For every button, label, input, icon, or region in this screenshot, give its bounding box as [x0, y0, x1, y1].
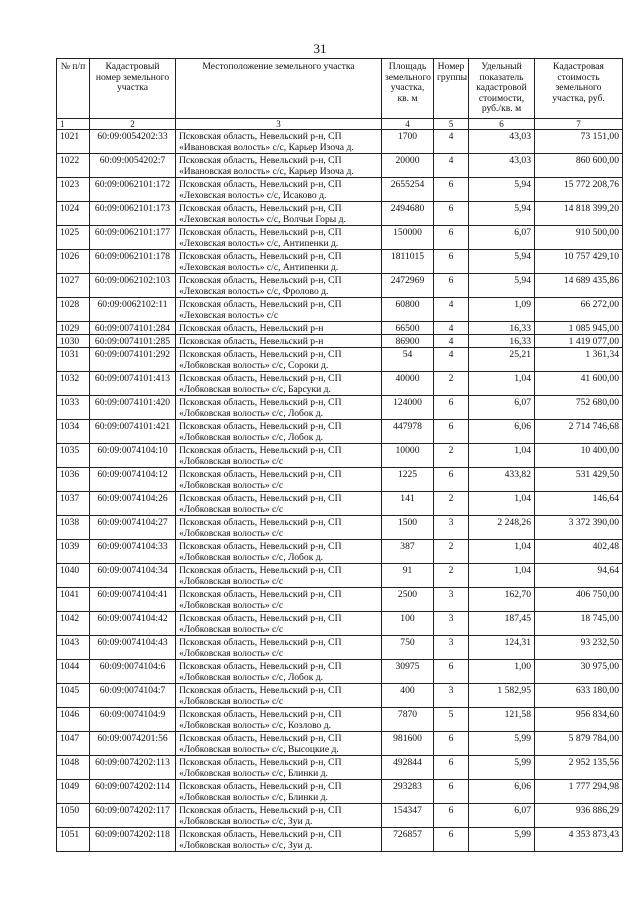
- specific-value: 1,04: [469, 372, 535, 396]
- specific-value: 5,94: [469, 202, 535, 226]
- cadastral-number: 60:09:0074104:12: [90, 468, 176, 492]
- specific-value: 1,04: [469, 564, 535, 588]
- group-number: 6: [434, 226, 469, 250]
- group-number: 4: [434, 130, 469, 154]
- area: 1500: [382, 516, 434, 540]
- location: Псковская область, Невельский р-н, СП «Ивановская волость» с/с, Карьер Изоча д.: [176, 154, 382, 178]
- cadastral-value: 406 750,00: [535, 588, 623, 612]
- table-row: [57, 396, 623, 420]
- area: 124000: [382, 396, 434, 420]
- row-number: 1027: [57, 274, 90, 298]
- table-row: [57, 732, 623, 756]
- cadastral-number: 60:09:0074201:56: [90, 732, 176, 756]
- table-row: [57, 444, 623, 468]
- specific-value: 5,94: [469, 250, 535, 274]
- group-number: 2: [434, 564, 469, 588]
- header-group: Номер группы: [434, 59, 469, 119]
- row-number: 1032: [57, 372, 90, 396]
- cadastral-value: 1 085 945,00: [535, 322, 623, 335]
- row-number: 1041: [57, 588, 90, 612]
- location: Псковская область, Невельский р-н, СП «Лобковская волость» с/с, Лобок д.: [176, 420, 382, 444]
- cadastral-value: 1 361,34: [535, 348, 623, 372]
- area: 2472969: [382, 274, 434, 298]
- specific-value: 121,58: [469, 708, 535, 732]
- group-number: 6: [434, 732, 469, 756]
- area: 7870: [382, 708, 434, 732]
- specific-value: 5,94: [469, 178, 535, 202]
- group-number: 3: [434, 612, 469, 636]
- row-number: 1033: [57, 396, 90, 420]
- group-number: 6: [434, 468, 469, 492]
- header-num: № п/п: [57, 59, 90, 119]
- location: Псковская область, Невельский р-н: [176, 335, 382, 348]
- row-number: 1029: [57, 322, 90, 335]
- area: 400: [382, 684, 434, 708]
- cadastral-number: 60:09:0074101:413: [90, 372, 176, 396]
- specific-value: 162,70: [469, 588, 535, 612]
- row-number: 1046: [57, 708, 90, 732]
- table-row: [57, 660, 623, 684]
- location: Псковская область, Невельский р-н, СП «Лобковская волость» с/с, Лобок д.: [176, 660, 382, 684]
- group-number: 5: [434, 708, 469, 732]
- cadastral-number: 60:09:0074202:117: [90, 804, 176, 828]
- specific-value: 1,04: [469, 540, 535, 564]
- row-number: 1045: [57, 684, 90, 708]
- table-row: [57, 492, 623, 516]
- cadastral-value: 752 680,00: [535, 396, 623, 420]
- row-number: 1034: [57, 420, 90, 444]
- location: Псковская область, Невельский р-н, СП «Лобковская волость» с/с, Лобок д.: [176, 540, 382, 564]
- cadastral-number: 60:09:0074101:421: [90, 420, 176, 444]
- cadastral-value: 94,64: [535, 564, 623, 588]
- table-row: [57, 540, 623, 564]
- table-row: [57, 684, 623, 708]
- specific-value: 5,99: [469, 828, 535, 852]
- group-number: 2: [434, 372, 469, 396]
- row-number: 1043: [57, 636, 90, 660]
- cadastral-value: 956 834,60: [535, 708, 623, 732]
- table-row: [57, 130, 623, 154]
- area: 66500: [382, 322, 434, 335]
- cadastral-number: 60:09:0074104:43: [90, 636, 176, 660]
- specific-value: 43,03: [469, 130, 535, 154]
- specific-value: 6,06: [469, 420, 535, 444]
- table-row: [57, 178, 623, 202]
- header-specific-value: Удельный показатель кадастровой стоимости, руб./кв. м: [469, 59, 535, 119]
- table-row: [57, 322, 623, 335]
- table-row: [57, 420, 623, 444]
- location: Псковская область, Невельский р-н, СП «Лобковская волость» с/с: [176, 564, 382, 588]
- table-row: [57, 780, 623, 804]
- area: 1700: [382, 130, 434, 154]
- cadastral-value: 10 757 429,10: [535, 250, 623, 274]
- table-row: [57, 372, 623, 396]
- area: 1225: [382, 468, 434, 492]
- specific-value: 124,31: [469, 636, 535, 660]
- row-number: 1049: [57, 780, 90, 804]
- area: 2494680: [382, 202, 434, 226]
- specific-value: 187,45: [469, 612, 535, 636]
- header-location: Местоположение земельного участка: [176, 59, 382, 119]
- cadastral-number: 60:09:0062101:173: [90, 202, 176, 226]
- cadastral-number: 60:09:0074101:292: [90, 348, 176, 372]
- location: Псковская область, Невельский р-н, СП «Лобковская волость» с/с, Высоцкие д.: [176, 732, 382, 756]
- group-number: 6: [434, 274, 469, 298]
- specific-value: 1,00: [469, 660, 535, 684]
- table-row: [57, 708, 623, 732]
- row-number: 1040: [57, 564, 90, 588]
- cadastral-value: 910 500,00: [535, 226, 623, 250]
- location: Псковская область, Невельский р-н, СП «Леховская волость» с/с, Исаково д.: [176, 178, 382, 202]
- location: Псковская область, Невельский р-н, СП «Лобковская волость» с/с, Блинки д.: [176, 780, 382, 804]
- group-number: 6: [434, 660, 469, 684]
- table-row: [57, 274, 623, 298]
- area: 10000: [382, 444, 434, 468]
- cadastral-value: 1 777 294,98: [535, 780, 623, 804]
- row-number: 1023: [57, 178, 90, 202]
- location: Псковская область, Невельский р-н, СП «Лобковская волость» с/с: [176, 492, 382, 516]
- location: Псковская область, Невельский р-н, СП «Лобковская волость» с/с, Зуи д.: [176, 828, 382, 852]
- row-number: 1051: [57, 828, 90, 852]
- cadastral-value: 41 600,00: [535, 372, 623, 396]
- cadastral-value: 402,48: [535, 540, 623, 564]
- row-number: 1038: [57, 516, 90, 540]
- column-number: 4: [382, 119, 434, 130]
- group-number: 2: [434, 540, 469, 564]
- area: 154347: [382, 804, 434, 828]
- row-number: 1044: [57, 660, 90, 684]
- location: Псковская область, Невельский р-н, СП «Лобковская волость» с/с: [176, 444, 382, 468]
- row-number: 1026: [57, 250, 90, 274]
- column-number: 2: [90, 119, 176, 130]
- location: Псковская область, Невельский р-н, СП «Леховская волость» с/с: [176, 298, 382, 322]
- table-row: [57, 154, 623, 178]
- area: 492844: [382, 756, 434, 780]
- area: 387: [382, 540, 434, 564]
- cadastral-value: 4 353 873,43: [535, 828, 623, 852]
- specific-value: 1,04: [469, 492, 535, 516]
- cadastral-number: 60:09:0074101:420: [90, 396, 176, 420]
- cadastral-number: 60:09:0074104:26: [90, 492, 176, 516]
- cadastral-number: 60:09:0074104:7: [90, 684, 176, 708]
- specific-value: 1,04: [469, 444, 535, 468]
- cadastral-value: 146,64: [535, 492, 623, 516]
- cadastral-value: 73 151,00: [535, 130, 623, 154]
- location: Псковская область, Невельский р-н, СП «Лобковская волость» с/с: [176, 636, 382, 660]
- table-row: [57, 250, 623, 274]
- cadastral-number: 60:09:0054202:33: [90, 130, 176, 154]
- group-number: 6: [434, 828, 469, 852]
- header-area: Площадь земельного участка, кв. м: [382, 59, 434, 119]
- area: 60800: [382, 298, 434, 322]
- cadastral-value: 30 975,00: [535, 660, 623, 684]
- cadastral-number: 60:09:0074202:114: [90, 780, 176, 804]
- specific-value: 6,07: [469, 226, 535, 250]
- row-number: 1031: [57, 348, 90, 372]
- area: 100: [382, 612, 434, 636]
- column-number: 6: [469, 119, 535, 130]
- location: Псковская область, Невельский р-н, СП «Лобковская волость» с/с: [176, 468, 382, 492]
- table-row: [57, 298, 623, 322]
- group-number: 3: [434, 516, 469, 540]
- cadastral-value: 14 689 435,86: [535, 274, 623, 298]
- row-number: 1024: [57, 202, 90, 226]
- location: Псковская область, Невельский р-н, СП «Леховская волость» с/с, Волчьи Горы д.: [176, 202, 382, 226]
- group-number: 4: [434, 348, 469, 372]
- area: 141: [382, 492, 434, 516]
- location: Псковская область, Невельский р-н, СП «Лобковская волость» с/с, Блинки д.: [176, 756, 382, 780]
- cadastral-number: 60:09:0062102:103: [90, 274, 176, 298]
- row-number: 1050: [57, 804, 90, 828]
- location: Псковская область, Невельский р-н, СП «Лобковская волость» с/с, Зуи д.: [176, 804, 382, 828]
- group-number: 6: [434, 178, 469, 202]
- location: Псковская область, Невельский р-н: [176, 322, 382, 335]
- table-row: [57, 828, 623, 852]
- area: 2500: [382, 588, 434, 612]
- row-number: 1036: [57, 468, 90, 492]
- cadastral-number: 60:09:0074101:284: [90, 322, 176, 335]
- location: Псковская область, Невельский р-н, СП «Леховская волость» с/с, Антипенки д.: [176, 226, 382, 250]
- table-row: [57, 468, 623, 492]
- cadastral-value: 633 180,00: [535, 684, 623, 708]
- area: 30975: [382, 660, 434, 684]
- row-number: 1042: [57, 612, 90, 636]
- specific-value: 1,09: [469, 298, 535, 322]
- cadastral-value: 860 600,00: [535, 154, 623, 178]
- table-row: [57, 612, 623, 636]
- row-number: 1048: [57, 756, 90, 780]
- table-row: [57, 588, 623, 612]
- table-body: [57, 130, 623, 852]
- specific-value: 25,21: [469, 348, 535, 372]
- cadastral-number: 60:09:0074104:10: [90, 444, 176, 468]
- location: Псковская область, Невельский р-н, СП «Лобковская волость» с/с: [176, 684, 382, 708]
- column-number-row: [57, 119, 623, 130]
- cadastral-number: 60:09:0074104:41: [90, 588, 176, 612]
- column-number: 1: [57, 119, 90, 130]
- area: 726857: [382, 828, 434, 852]
- area: 86900: [382, 335, 434, 348]
- cadastral-value: 531 429,50: [535, 468, 623, 492]
- row-number: 1047: [57, 732, 90, 756]
- group-number: 6: [434, 202, 469, 226]
- location: Псковская область, Невельский р-н, СП «Ивановская волость» с/с, Карьер Изоча д.: [176, 130, 382, 154]
- specific-value: 1 582,95: [469, 684, 535, 708]
- row-number: 1037: [57, 492, 90, 516]
- area: 447978: [382, 420, 434, 444]
- cadastral-value: 5 879 784,00: [535, 732, 623, 756]
- column-number: 3: [176, 119, 382, 130]
- cadastral-number: 60:09:0074104:9: [90, 708, 176, 732]
- location: Псковская область, Невельский р-н, СП «Лобковская волость» с/с, Лобок д.: [176, 396, 382, 420]
- group-number: 4: [434, 322, 469, 335]
- specific-value: 6,06: [469, 780, 535, 804]
- header-cadastral-number: Кадастровый номер земельного участка: [90, 59, 176, 119]
- area: 54: [382, 348, 434, 372]
- column-number: 7: [535, 119, 623, 130]
- location: Псковская область, Невельский р-н, СП «Лобковская волость» с/с, Барсуки д.: [176, 372, 382, 396]
- table-row: [57, 348, 623, 372]
- table-row: [57, 804, 623, 828]
- area: 40000: [382, 372, 434, 396]
- location: Псковская область, Невельский р-н, СП «Лобковская волость» с/с: [176, 588, 382, 612]
- group-number: 3: [434, 588, 469, 612]
- group-number: 3: [434, 636, 469, 660]
- cadastral-number: 60:09:0074202:113: [90, 756, 176, 780]
- cadastral-number: 60:09:0054202:7: [90, 154, 176, 178]
- cadastral-number: 60:09:0062102:11: [90, 298, 176, 322]
- cadastral-value: 10 400,00: [535, 444, 623, 468]
- group-number: 6: [434, 780, 469, 804]
- row-number: 1035: [57, 444, 90, 468]
- cadastral-value: 2 952 135,56: [535, 756, 623, 780]
- specific-value: 5,99: [469, 732, 535, 756]
- specific-value: 433,82: [469, 468, 535, 492]
- location: Псковская область, Невельский р-н, СП «Лобковская волость» с/с: [176, 516, 382, 540]
- area: 293283: [382, 780, 434, 804]
- cadastral-number: 60:09:0062101:178: [90, 250, 176, 274]
- row-number: 1022: [57, 154, 90, 178]
- group-number: 4: [434, 335, 469, 348]
- table-row: [57, 226, 623, 250]
- table-row: [57, 335, 623, 348]
- cadastral-number: 60:09:0074202:118: [90, 828, 176, 852]
- location: Псковская область, Невельский р-н, СП «Лобковская волость» с/с, Сороки д.: [176, 348, 382, 372]
- area: 91: [382, 564, 434, 588]
- cadastral-value: 66 272,00: [535, 298, 623, 322]
- group-number: 4: [434, 154, 469, 178]
- area: 2655254: [382, 178, 434, 202]
- row-number: 1030: [57, 335, 90, 348]
- cadastral-number: 60:09:0062101:172: [90, 178, 176, 202]
- row-number: 1021: [57, 130, 90, 154]
- group-number: 2: [434, 492, 469, 516]
- area: 750: [382, 636, 434, 660]
- group-number: 3: [434, 684, 469, 708]
- table-row: [57, 564, 623, 588]
- specific-value: 5,99: [469, 756, 535, 780]
- table-row: [57, 636, 623, 660]
- cadastral-number: 60:09:0074104:42: [90, 612, 176, 636]
- cadastral-value: 2 714 746,68: [535, 420, 623, 444]
- location: Псковская область, Невельский р-н, СП «Леховская волость» с/с, Фролово д.: [176, 274, 382, 298]
- cadastral-number: 60:09:0074104:33: [90, 540, 176, 564]
- group-number: 2: [434, 444, 469, 468]
- table-row: [57, 756, 623, 780]
- group-number: 6: [434, 396, 469, 420]
- table-row: [57, 516, 623, 540]
- specific-value: 16,33: [469, 335, 535, 348]
- row-number: 1025: [57, 226, 90, 250]
- specific-value: 16,33: [469, 322, 535, 335]
- cadastral-value: 15 772 208,76: [535, 178, 623, 202]
- row-number: 1028: [57, 298, 90, 322]
- group-number: 6: [434, 804, 469, 828]
- area: 20000: [382, 154, 434, 178]
- cadastral-number: 60:09:0074104:6: [90, 660, 176, 684]
- group-number: 6: [434, 756, 469, 780]
- group-number: 6: [434, 250, 469, 274]
- cadastral-table: [56, 58, 623, 852]
- header-cadastral-value: Кадастровая стоимость земельного участка, руб.: [535, 59, 623, 119]
- table-row: [57, 202, 623, 226]
- group-number: 6: [434, 420, 469, 444]
- cadastral-value: 936 886,29: [535, 804, 623, 828]
- row-number: 1039: [57, 540, 90, 564]
- area: 150000: [382, 226, 434, 250]
- cadastral-number: 60:09:0074101:285: [90, 335, 176, 348]
- specific-value: 6,07: [469, 804, 535, 828]
- cadastral-value: 14 818 399,20: [535, 202, 623, 226]
- cadastral-value: 1 419 077,00: [535, 335, 623, 348]
- area: 1811015: [382, 250, 434, 274]
- page-number: 31: [313, 41, 327, 56]
- specific-value: 5,94: [469, 274, 535, 298]
- specific-value: 2 248,26: [469, 516, 535, 540]
- cadastral-value: 93 232,50: [535, 636, 623, 660]
- table-header-row: [57, 59, 623, 119]
- cadastral-value: 3 372 390,00: [535, 516, 623, 540]
- column-number: 5: [434, 119, 469, 130]
- cadastral-value: 18 745,00: [535, 612, 623, 636]
- cadastral-number: 60:09:0062101:177: [90, 226, 176, 250]
- specific-value: 6,07: [469, 396, 535, 420]
- area: 981600: [382, 732, 434, 756]
- cadastral-number: 60:09:0074104:34: [90, 564, 176, 588]
- location: Псковская область, Невельский р-н, СП «Лобковская волость» с/с: [176, 612, 382, 636]
- location: Псковская область, Невельский р-н, СП «Лобковская волость» с/с, Козлово д.: [176, 708, 382, 732]
- cadastral-number: 60:09:0074104:27: [90, 516, 176, 540]
- location: Псковская область, Невельский р-н, СП «Леховская волость» с/с, Антипенки д.: [176, 250, 382, 274]
- specific-value: 43,03: [469, 154, 535, 178]
- group-number: 4: [434, 298, 469, 322]
